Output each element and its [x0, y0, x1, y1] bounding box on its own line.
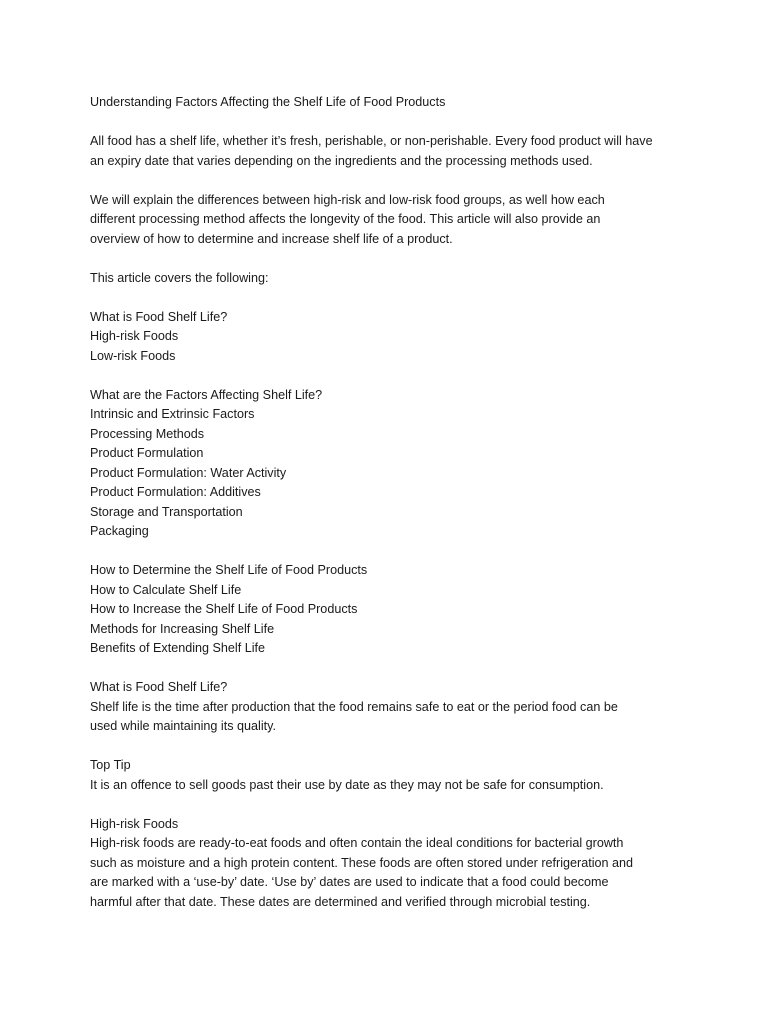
intro-paragraph-2: [90, 191, 710, 250]
toc-item: Intrinsic and Extrinsic Factors: [90, 407, 255, 421]
paragraph-line: an expiry date that varies depending on the ingredients and the processing methods used.: [90, 153, 593, 168]
toc-group-1: [90, 308, 710, 367]
toc-item: Methods for Increasing Shelf Life: [90, 621, 275, 636]
paragraph-line: are marked with a ‘use-by’ date. ‘Use by’ dates are used to indicate that a food could become: [90, 875, 609, 889]
section-heading: What is Food Shelf Life?: [90, 680, 228, 694]
paragraph-line: High-risk foods are ready-to-eat foods and often contain the ideal conditions for bacterial growth: [90, 836, 624, 850]
toc-item: Product Formulation: Additives: [90, 485, 261, 499]
toc-item: Processing Methods: [90, 426, 205, 441]
top-tip-text: It is an offence to sell goods past their use by date as they may not be safe for consumption.: [90, 777, 604, 792]
toc-item: Product Formulation: [90, 446, 204, 460]
paragraph-line: such as moisture and a high protein content. These foods are often stored under refrigeration and: [90, 855, 634, 870]
paragraph-line: We will explain the differences between high-risk and low-risk food groups, as well how each: [90, 192, 605, 207]
toc-item: Benefits of Extending Shelf Life: [90, 641, 266, 655]
section-heading: High-risk Foods: [90, 816, 179, 831]
paragraph-line: overview of how to determine and increase shelf life of a product.: [90, 231, 453, 246]
paragraph-line: Shelf life is the time after production that the food remains safe to eat or the period food can be: [90, 699, 618, 714]
toc-item: What are the Factors Affecting Shelf Life?: [90, 387, 323, 402]
title-block: [90, 93, 710, 113]
paragraph-line: used while maintaining its quality.: [90, 719, 276, 733]
paragraph-line: All food has a shelf life, whether it’s fresh, perishable, or non-perishable. Every food product will have: [90, 134, 653, 148]
document-title: Understanding Factors Affecting the Shelf Life of Food Products: [90, 95, 446, 109]
covers-label: This article covers the following:: [90, 270, 269, 285]
section-high-risk: [90, 815, 710, 913]
toc-item: High-risk Foods: [90, 329, 179, 343]
section-shelf-life: [90, 678, 710, 737]
toc-item: Product Formulation: Water Activity: [90, 465, 287, 480]
intro-paragraph-1: [90, 132, 710, 171]
toc-item: How to Calculate Shelf Life: [90, 582, 242, 597]
paragraph-line: different processing method affects the longevity of the food. This article will also provide an: [90, 212, 601, 226]
toc-group-3: [90, 561, 710, 659]
toc-item: What is Food Shelf Life?: [90, 309, 228, 324]
toc-group-2: [90, 386, 710, 542]
toc-item: How to Increase the Shelf Life of Food Products: [90, 602, 358, 616]
paragraph-line: harmful after that date. These dates are determined and verified through microbial testing.: [90, 894, 591, 909]
toc-item: Packaging: [90, 524, 149, 538]
top-tip-heading: Top Tip: [90, 758, 131, 772]
top-tip: [90, 756, 710, 795]
covers-label-block: [90, 269, 710, 289]
toc-item: How to Determine the Shelf Life of Food Products: [90, 563, 368, 577]
document-page: [90, 93, 710, 932]
toc-item: Storage and Transportation: [90, 504, 243, 519]
toc-item: Low-risk Foods: [90, 348, 176, 363]
